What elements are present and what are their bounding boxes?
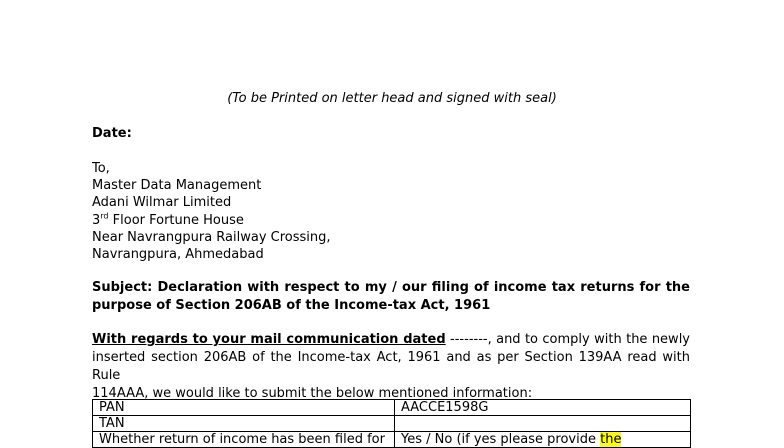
subject-line-1: Subject: Declaration with respect to my / our filing of income tax returns for the bbox=[92, 280, 690, 295]
table-cell-label: PAN bbox=[93, 400, 395, 416]
table-cell-value bbox=[395, 432, 691, 448]
address-line-3 bbox=[92, 212, 331, 229]
body-line-1-rest: --------, and to comply with the newly bbox=[445, 332, 690, 347]
address-line-1: Master Data Management bbox=[92, 178, 262, 194]
body-line-3: 114AAA, we would like to submit the below mentioned information: bbox=[92, 386, 533, 401]
floor-ordinal: rd bbox=[100, 211, 109, 221]
recipient-address bbox=[92, 160, 331, 263]
table-row bbox=[93, 400, 691, 416]
address-to: To, bbox=[92, 161, 110, 176]
table-cell-label: TAN bbox=[93, 416, 395, 432]
address-line-4: Near Navrangpura Railway Crossing, bbox=[92, 229, 331, 245]
address-line-2: Adani Wilmar Limited bbox=[92, 195, 232, 211]
subject-heading bbox=[92, 279, 690, 315]
table-cell-label: Whether return of income has been filed for bbox=[93, 432, 395, 448]
floor-rest: Floor Fortune House bbox=[108, 212, 244, 228]
table-row bbox=[93, 416, 691, 432]
date-label: Date: bbox=[92, 126, 132, 141]
table-cell-value: AACCE1598G bbox=[395, 400, 691, 416]
body-line-1 bbox=[92, 331, 690, 349]
letterhead-instruction: (To be Printed on letter head and signed with seal) bbox=[227, 91, 557, 106]
row3-value-text: Yes / No (if yes please provide bbox=[401, 432, 601, 447]
highlighted-text: the bbox=[600, 432, 622, 447]
address-line-5: Navrangpura, Ahmedabad bbox=[92, 247, 264, 263]
body-paragraph bbox=[92, 331, 690, 403]
subject-line-2: purpose of Section 206AB of the Income-tax Act, 1961 bbox=[92, 298, 491, 313]
table-cell-value bbox=[395, 416, 691, 432]
regards-phrase: With regards to your mail communication dated bbox=[92, 332, 446, 347]
table-row bbox=[93, 432, 691, 448]
body-line-2: inserted section 206AB of the Income-tax Act, 1961 and as per Section 139AA read with Rule bbox=[92, 350, 690, 383]
floor-number: 3 bbox=[92, 212, 101, 228]
